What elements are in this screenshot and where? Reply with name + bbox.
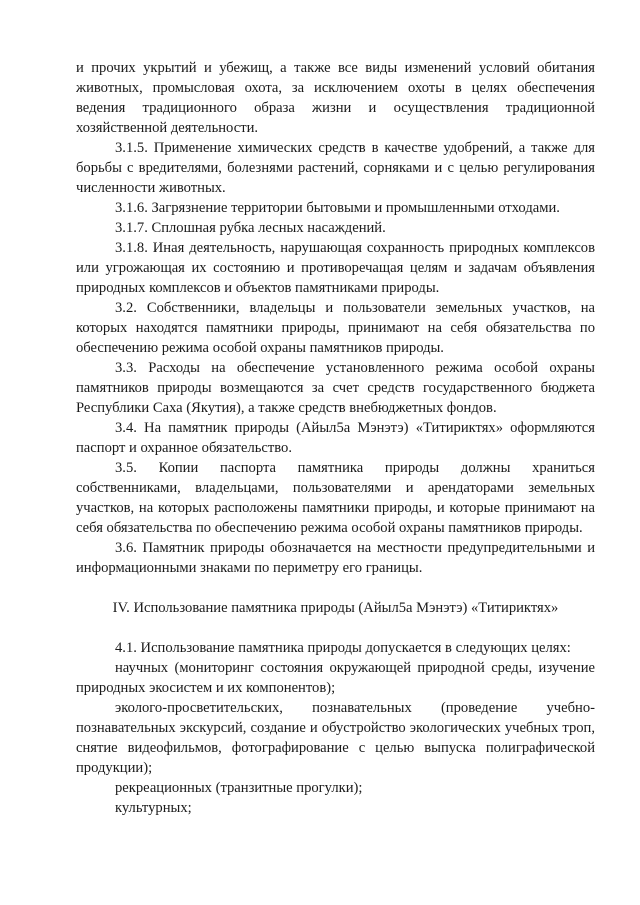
paragraph-continuation: и прочих укрытий и убежищ, а также все виды изменений условий обитания животных, промысловая охота, за исключением охоты в целях обеспечения ведения традиционного образа жизни и осуществления традиционной хозяйственной деятельности. — [76, 60, 595, 136]
paragraph-3-2: 3.2. Собственники, владельцы и пользователи земельных участков, на которых находятся памятники природы, принимают на себя обязательства по обеспечению режима особой охраны памятников природы. — [76, 300, 595, 356]
paragraph-3-1-7: 3.1.7. Сплошная рубка лесных насаждений. — [115, 220, 386, 236]
list-item-recreational: рекреационных (транзитные прогулки); — [115, 780, 363, 796]
paragraph-3-4: 3.4. На памятник природы (Айыл5а Мэнэтэ) «Титириктях» оформляются паспорт и охранное обязательство. — [76, 420, 595, 456]
list-item-cultural: культурных; — [115, 800, 192, 816]
list-item-educational: эколого-просветительских, познавательных (проведение учебно-познавательных экскурсий, создание и обустройство экологических учебных троп, снятие видеофильмов, фотографирование с целью выпуска полиграфической продукции); — [76, 700, 595, 776]
list-item-scientific: научных (мониторинг состояния окружающей природной среды, изучение природных экосистем и их компонентов); — [76, 660, 595, 696]
paragraph-3-1-8: 3.1.8. Иная деятельность, нарушающая сохранность природных комплексов или угрожающая их состоянию и противоречащая целям и задачам объявления природных комплексов и объектов памятниками природы. — [76, 240, 595, 296]
paragraph-3-1-6: 3.1.6. Загрязнение территории бытовыми и промышленными отходами. — [115, 200, 560, 216]
document-page — [76, 58, 595, 818]
paragraph-4-1: 4.1. Использование памятника природы допускается в следующих целях: — [115, 640, 571, 656]
paragraph-3-6: 3.6. Памятник природы обозначается на местности предупредительными и информационными знаками по периметру его границы. — [76, 540, 595, 576]
section-heading: IV. Использование памятника природы (Айыл5а Мэнэтэ) «Титириктях» — [112, 600, 559, 616]
paragraph-3-1-5: 3.1.5. Применение химических средств в качестве удобрений, а также для борьбы с вредителями, болезнями растений, сорняками и с целью регулирования численности животных. — [76, 140, 595, 196]
paragraph-3-3: 3.3. Расходы на обеспечение установленного режима особой охраны памятников природы возмещаются за счет средств государственного бюджета Республики Саха (Якутия), а также средств внебюджетных фондов. — [76, 360, 595, 416]
paragraph-3-5: 3.5. Копии паспорта памятника природы должны храниться собственниками, владельцами, пользователями и арендаторами земельных участков, на которых расположены памятники природы, и которые принимают на себя обязательства по обеспечению режима особой охраны памятников природы. — [76, 460, 595, 536]
